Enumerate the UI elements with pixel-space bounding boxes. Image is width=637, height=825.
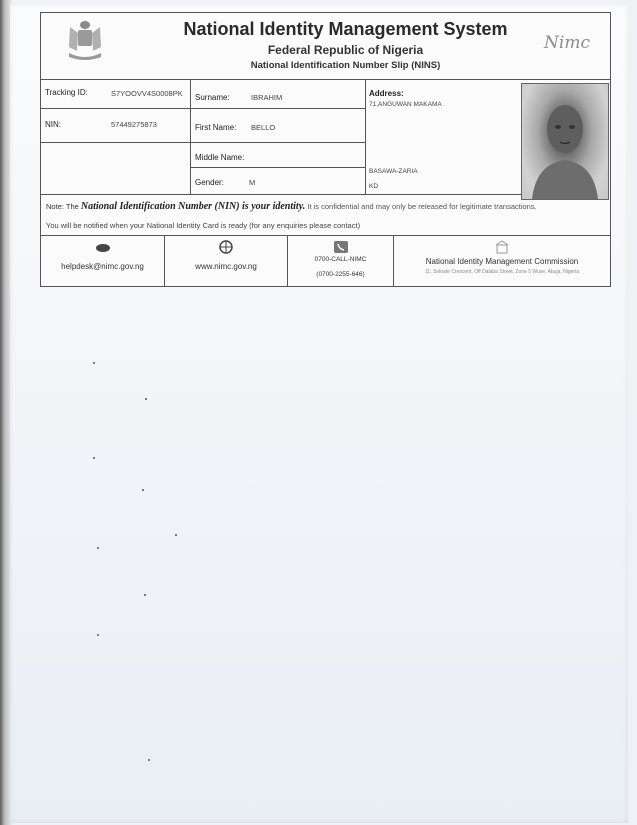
middlename-cell bbox=[191, 143, 366, 168]
tracking-label: Tracking ID: bbox=[45, 88, 88, 97]
nin-value: 57449275873 bbox=[111, 120, 157, 129]
scan-speck bbox=[97, 634, 99, 636]
commission-name: National Identity Management Commission bbox=[425, 257, 579, 266]
footer-email-cell bbox=[41, 236, 164, 287]
envelope-icon bbox=[95, 240, 111, 254]
surname-label: Surname: bbox=[195, 93, 230, 102]
surname-value: IBRAHIM bbox=[251, 93, 283, 102]
address-line2: BASAWA-ZARIA bbox=[369, 168, 418, 175]
gender-label: Gender: bbox=[195, 178, 224, 187]
scan-speck bbox=[93, 457, 95, 459]
nin-cell bbox=[41, 109, 191, 143]
gender-value: M bbox=[249, 178, 256, 187]
scan-speck bbox=[148, 759, 150, 761]
nin-slip bbox=[40, 12, 611, 287]
footer-web-cell bbox=[164, 236, 287, 287]
firstname-cell bbox=[191, 109, 366, 143]
scan-speck bbox=[144, 594, 146, 596]
address-line3: KD bbox=[369, 183, 379, 190]
scan-speck bbox=[97, 547, 99, 549]
note-prefix: Note: The bbox=[46, 202, 79, 211]
notify-text: You will be notified when your National Identity Card is ready (for any enquiries please contact) bbox=[46, 221, 361, 230]
address-line1: 71,ANGUWAN MAKAMA bbox=[369, 101, 442, 108]
helpdesk-email[interactable]: helpdesk@nimc.gov.ng bbox=[61, 262, 144, 271]
scan-speck bbox=[145, 398, 147, 400]
firstname-value: BELLO bbox=[251, 123, 276, 132]
firstname-label: First Name: bbox=[195, 123, 237, 132]
commission-address: 11, Sokode Crescent, Off Dalaba Street, Zone 5 Wuse, Abuja, Nigeria bbox=[425, 269, 579, 275]
phone-icon bbox=[333, 240, 349, 254]
tracking-cell bbox=[41, 79, 191, 109]
address-label: Address: bbox=[369, 89, 404, 98]
middlename-label: Middle Name: bbox=[195, 153, 245, 162]
scan-speck bbox=[93, 362, 95, 364]
footer-commission-cell bbox=[393, 236, 610, 287]
slip-header bbox=[41, 13, 610, 80]
nin-label: NIN: bbox=[45, 120, 61, 129]
note-emphasis: National Identification Number (NIN) is your identity. bbox=[80, 201, 306, 212]
globe-icon bbox=[218, 240, 234, 254]
country-subtitle: Federal Republic of Nigeria bbox=[267, 43, 424, 57]
scan-speck bbox=[142, 489, 144, 491]
building-icon bbox=[494, 240, 510, 254]
confidentiality-note bbox=[46, 201, 537, 212]
nimc-logo: Nimc bbox=[544, 33, 590, 53]
tracking-value: S7YOOVV4S0008PK bbox=[111, 89, 183, 98]
footer-phone-cell bbox=[287, 236, 393, 287]
holder-photo bbox=[521, 83, 609, 200]
phone-word: 0700-CALL-NIMC bbox=[314, 256, 367, 263]
surname-cell bbox=[191, 79, 366, 109]
slip-title: National Identification Number Slip (NINS) bbox=[250, 60, 441, 71]
system-title: National Identity Management System bbox=[183, 19, 508, 39]
blank-cell bbox=[41, 143, 191, 195]
address-cell bbox=[366, 79, 521, 195]
phone-number: (0700-2255-646) bbox=[316, 271, 365, 278]
gender-cell bbox=[191, 168, 366, 195]
website-link[interactable]: www.nimc.gov.ng bbox=[195, 262, 257, 271]
portrait-image bbox=[522, 84, 608, 199]
scan-speck bbox=[175, 534, 177, 536]
note-rest: It is confidential and may only be released for legitimate transactions. bbox=[307, 202, 537, 211]
